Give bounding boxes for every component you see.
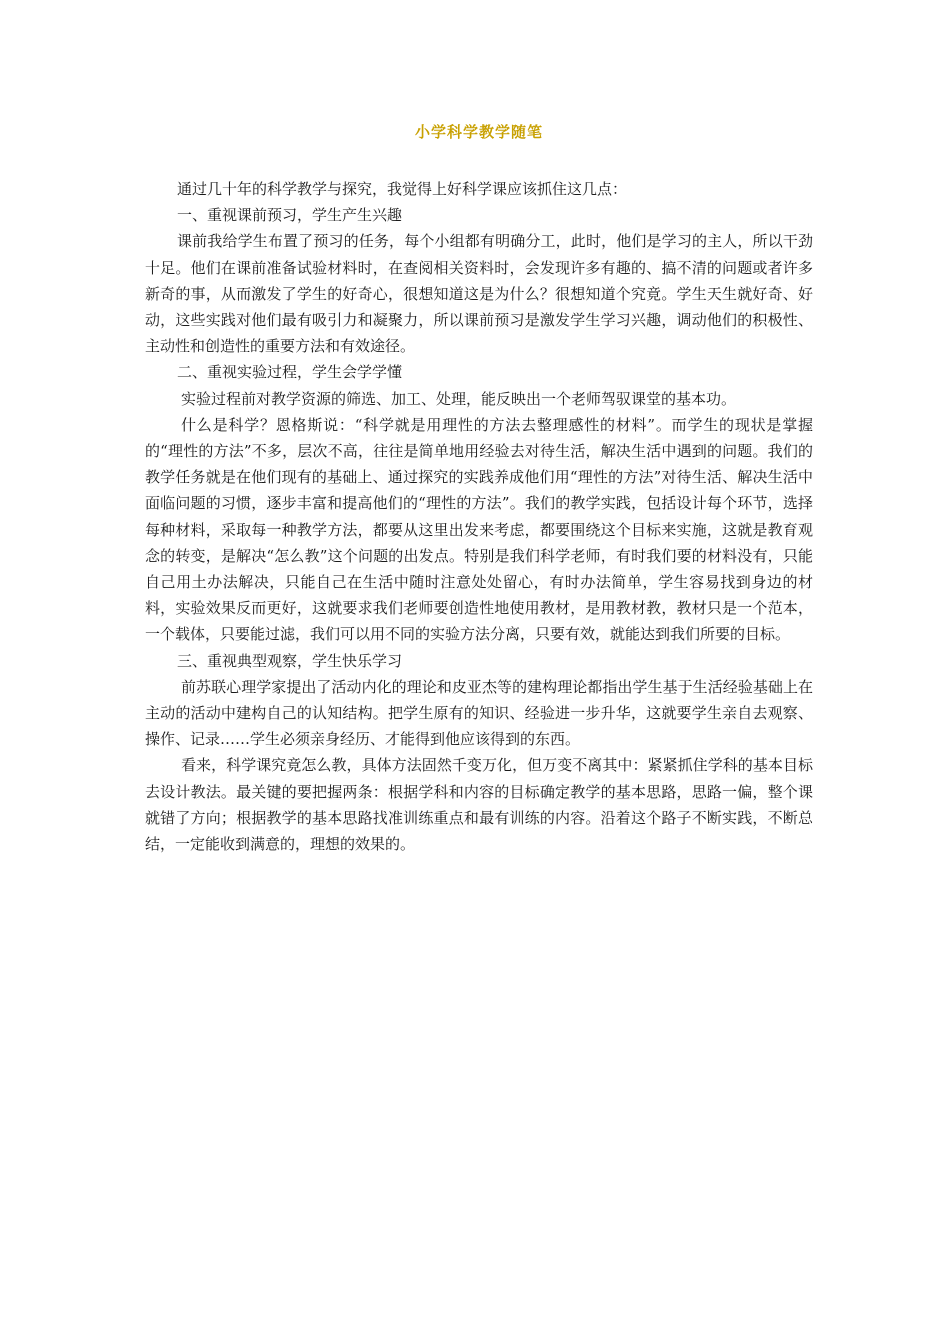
paragraph-intro: 通过几十年的科学教学与探究，我觉得上好科学课应该抓住这几点： xyxy=(177,180,628,198)
section-heading-3: 三、重视典型观察，学生快乐学习 xyxy=(177,651,403,670)
section-heading-2: 二、重视实验过程，学生会学学懂 xyxy=(177,363,403,382)
paragraph-conclusion: 看来，科学课究竟怎么教，具体方法固然千变万化，但万变不离其中：紧紧抓住学科的基本目标去设计教法。最关键的要把握两条：根据学科和内容的目标确定教学的基本思路，思路一偏，整个课就错了方向；根据教学的基本思路找准训练重点和最有训练的内容。沿着这个路子不断实践，不断总结，一定能收到满意的，理想的效果的。 xyxy=(145,756,813,854)
document-title: 小学科学教学随笔 xyxy=(414,123,543,141)
paragraph-section-2a: 实验过程前对教学资源的筛选、加工、处理，能反映出一个老师驾驭课堂的基本功。 xyxy=(181,389,737,408)
paragraph-section-3: 前苏联心理学家提出了活动内化的理论和皮亚杰等的建构理论都指出学生基于生活经验基础上在主动的活动中建构自己的认知结构。把学生原有的知识、经验进一步升华，这就要学生亲自去观察、操作、记录……学生必须亲身经历、才能得到他应该得到的东西。 xyxy=(145,677,813,749)
document-body xyxy=(145,176,813,857)
paragraph-section-1: 课前我给学生布置了预习的任务，每个小组都有明确分工，此时，他们是学习的主人，所以干劲十足。他们在课前准备试验材料时，在查阅相关资料时，会发现许多有趣的、搞不清的问题或者许多新奇的事，从而激发了学生的好奇心，很想知道这是为什么？很想知道个究竟。学生天生就好奇、好动，这些实践对他们最有吸引力和凝聚力，所以课前预习是激发学生学习兴趣，调动他们的积极性、主动性和创造性的重要方法和有效途径。 xyxy=(145,232,813,356)
paragraph-section-2b: 什么是科学？恩格斯说：“科学就是用理性的方法去整理感性的材料”。而学生的现状是掌握的“理性的方法”不多，层次不高，往往是简单地用经验去对待生活，解决生活中遇到的问题。我们的教学任务就是在他们现有的基础上、通过探究的实践养成他们用“理性的方法”对待生活、解决生活中面临问题的习惯，逐步丰富和提高他们的“理性的方法”。我们的教学实践，包括设计每个环节，选择每种材料，采取每一种教学方法，都要从这里出发来考虑，都要围绕这个目标来实施，这就是教育观念的转变，是解决“怎么教”这个问题的出发点。特别是我们科学老师，有时我们要的材料没有，只能自己用土办法解决，只能自己在生活中随时注意处处留心，有时办法简单，学生容易找到身边的材料，实验效果反而更好，这就要求我们老师要创造性地使用教材，是用教材教，教材只是一个范本，一个载体，只要能过滤，我们可以用不同的实验方法分离，只要有效，就能达到我们所要的目标。 xyxy=(145,415,813,644)
document-page xyxy=(145,118,813,857)
section-heading-1: 一、重视课前预习，学生产生兴趣 xyxy=(177,206,403,225)
